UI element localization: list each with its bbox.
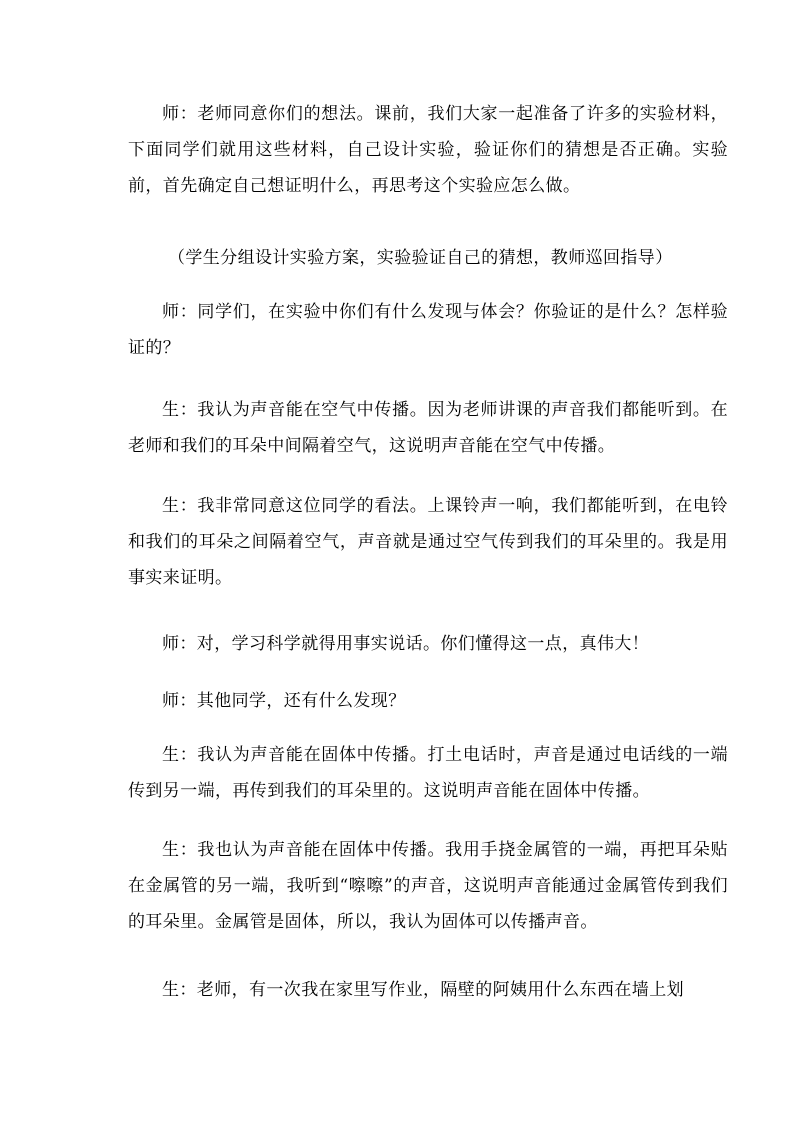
paragraph-student-air: 生：我认为声音能在空气中传播。因为老师讲课的声音我们都能听到。在老师和我们的耳朵中间隔着空气，这说明声音能在空气中传播。 xyxy=(128,400,728,456)
paragraph-stage-direction: （学生分组设计实验方案，实验验证自己的猜想，教师巡回指导） xyxy=(168,248,673,268)
paragraph-teacher-question: 师：同学们，在实验中你们有什么发现与体会？你验证的是什么？怎样验证的？ xyxy=(128,302,728,358)
paragraph-student-wall: 生：老师，有一次我在家里写作业，隔壁的阿姨用什么东西在墙上划 xyxy=(162,980,684,1000)
paragraph-teacher-praise: 师：对，学习科学就得用事实说话。你们懂得这一点，真伟大！ xyxy=(162,634,650,654)
paragraph-teacher-other: 师：其他同学，还有什么发现？ xyxy=(162,691,406,711)
paragraph-student-solid-metal: 生：我也认为声音能在固体中传播。我用手挠金属管的一端，再把耳朵贴在金属管的另一端，我听到“嚓嚓”的声音，这说明声音能通过金属管传到我们的耳朵里。金属管是固体，所以，我认为固体可以传播声音。 xyxy=(128,840,728,932)
paragraph-student-solid-phone: 生：我认为声音能在固体中传播。打土电话时，声音是通过电话线的一端传到另一端，再传到我们的耳朵里的。这说明声音能在固体中传播。 xyxy=(128,745,728,801)
paragraph-student-bell: 生：我非常同意这位同学的看法。上课铃声一响，我们都能听到，在电铃和我们的耳朵之间隔着空气，声音就是通过空气传到我们的耳朵里的。我是用事实来证明。 xyxy=(128,496,728,588)
paragraph-teacher-intro: 师：老师同意你们的想法。课前，我们大家一起准备了许多的实验材料，下面同学们就用这些材料，自己设计实验，验证你们的猜想是否正确。实验前，首先确定自己想证明什么，再思考这个实验应怎么做。 xyxy=(128,104,728,196)
